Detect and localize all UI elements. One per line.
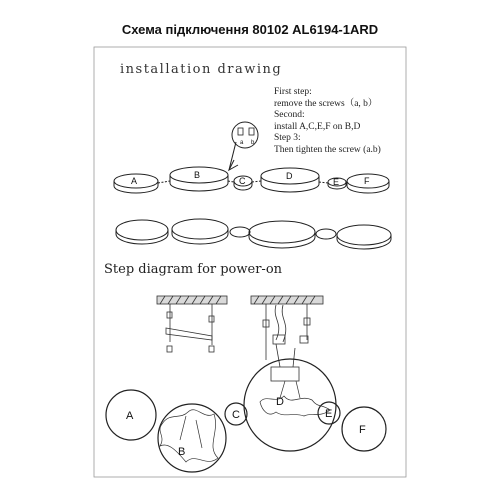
left-mount-wires [166,304,214,352]
ring-label-f: F [364,176,370,186]
ceiling-mounts [157,296,323,304]
power-ring-b [158,404,226,472]
power-on-heading: Step diagram for power-on [104,262,283,277]
power-label-f: F [359,424,366,436]
screw-b-icon [249,128,254,135]
step-line: First step: [274,87,312,97]
step-line: remove the screws（a, b） [274,98,378,109]
screw-label-b: b [251,140,255,146]
wire-outline-d [260,396,330,416]
cable-clamp [209,316,214,322]
ring-label-a: A [131,176,138,186]
driver-box [271,367,299,381]
installation-heading: installation drawing [120,62,283,77]
assembled-ring-f [337,225,391,245]
ring-label-d: D [286,171,293,181]
screw-detail [229,122,258,170]
assembled-ring-c [230,227,250,237]
assembled-ring-d [249,221,315,243]
ring-label-e: E [333,177,340,187]
assembled-ring-a [116,220,168,240]
step-line: Step 3: [274,133,301,143]
power-label-c: C [232,409,240,421]
power-cable [275,305,286,342]
screw-label-a: a [240,140,244,146]
suspension-cable [266,304,307,360]
driver-wire [276,344,295,367]
exploded-rings [114,167,389,193]
assembled-ring-b [172,219,228,239]
assembled-ring-e [316,229,336,239]
page-title: Схема підключення 80102 AL6194-1ARD [121,22,379,37]
frame-border [94,47,406,477]
wire-link [180,416,202,448]
cable-clamp [209,346,214,352]
power-label-d: D [276,396,284,408]
ring-label-c: C [239,176,246,186]
cable-clamp [167,346,172,352]
ring-label-b: B [194,170,201,180]
power-label-b: B [178,446,186,458]
step-line: Then tighten the screw (a.b) [274,144,381,155]
power-label-e: E [325,408,333,420]
screw-a-icon [238,128,243,135]
step-line: install A,C,E,F on B,D [274,121,361,132]
wire-outline-b [160,410,218,462]
assembled-rings [116,219,391,249]
right-mount-wires [263,304,310,381]
cable-clamp [167,312,172,318]
magnifier-pointer [229,142,236,170]
step-line: Second: [274,110,305,120]
power-label-a: A [126,410,134,422]
power-on-rings [106,359,386,472]
terminal-block [273,335,285,344]
mount-bracket [166,328,212,340]
